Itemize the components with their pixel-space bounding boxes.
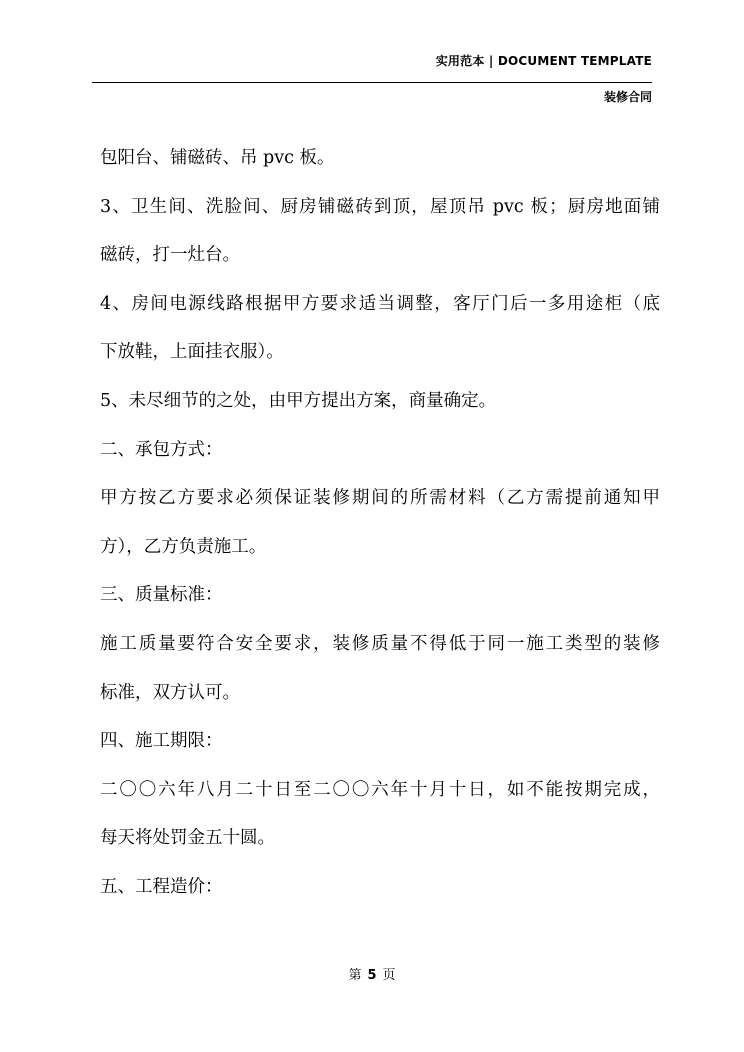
body-line: 二〇〇六年八月二十日至二〇〇六年十月十日，如不能按期完成，: [100, 779, 660, 800]
page-footer: [0, 964, 744, 983]
body-line: 每天将处罚金五十圆。: [100, 828, 275, 849]
body-line: 4、房间电源线路根据甲方要求适当调整，客厅门后一多用途柜（底: [100, 293, 660, 314]
body-line: 标准，双方认可。: [100, 682, 240, 703]
header-subtitle: 装修合同: [603, 90, 652, 104]
body-line: 3、卫生间、洗脸间、厨房铺磁砖到顶，屋顶吊 pvc 板；厨房地面铺: [100, 196, 660, 217]
body-line: 5、未尽细节的之处，由甲方提出方案，商量确定。: [100, 390, 497, 411]
page-number: 5: [367, 968, 377, 983]
body-line: 方），乙方负责施工。: [100, 536, 267, 557]
body-line: 下放鞋，上面挂衣服）。: [100, 342, 284, 363]
section-heading: 三、质量标准：: [100, 585, 223, 606]
header-title: 实用范本 | DOCUMENT TEMPLATE: [435, 54, 652, 68]
body-line: 包阳台、铺磁砖、吊 pvc 板。: [100, 148, 335, 168]
section-heading: 五、工程造价：: [100, 876, 223, 897]
section-heading: 二、承包方式：: [100, 439, 223, 460]
body-line: 甲方按乙方要求必须保证装修期间的所需材料（乙方需提前通知甲: [100, 488, 660, 509]
footer-prefix: 第: [348, 968, 362, 983]
body-line: 施工质量要符合安全要求，装修质量不得低于同一施工类型的装修: [100, 633, 660, 654]
header-divider: [92, 82, 652, 83]
section-heading: 四、施工期限：: [100, 731, 223, 752]
contract-body: [100, 134, 660, 912]
body-line: 磁砖，打一灶台。: [100, 245, 240, 266]
footer-suffix: 页: [382, 968, 396, 983]
